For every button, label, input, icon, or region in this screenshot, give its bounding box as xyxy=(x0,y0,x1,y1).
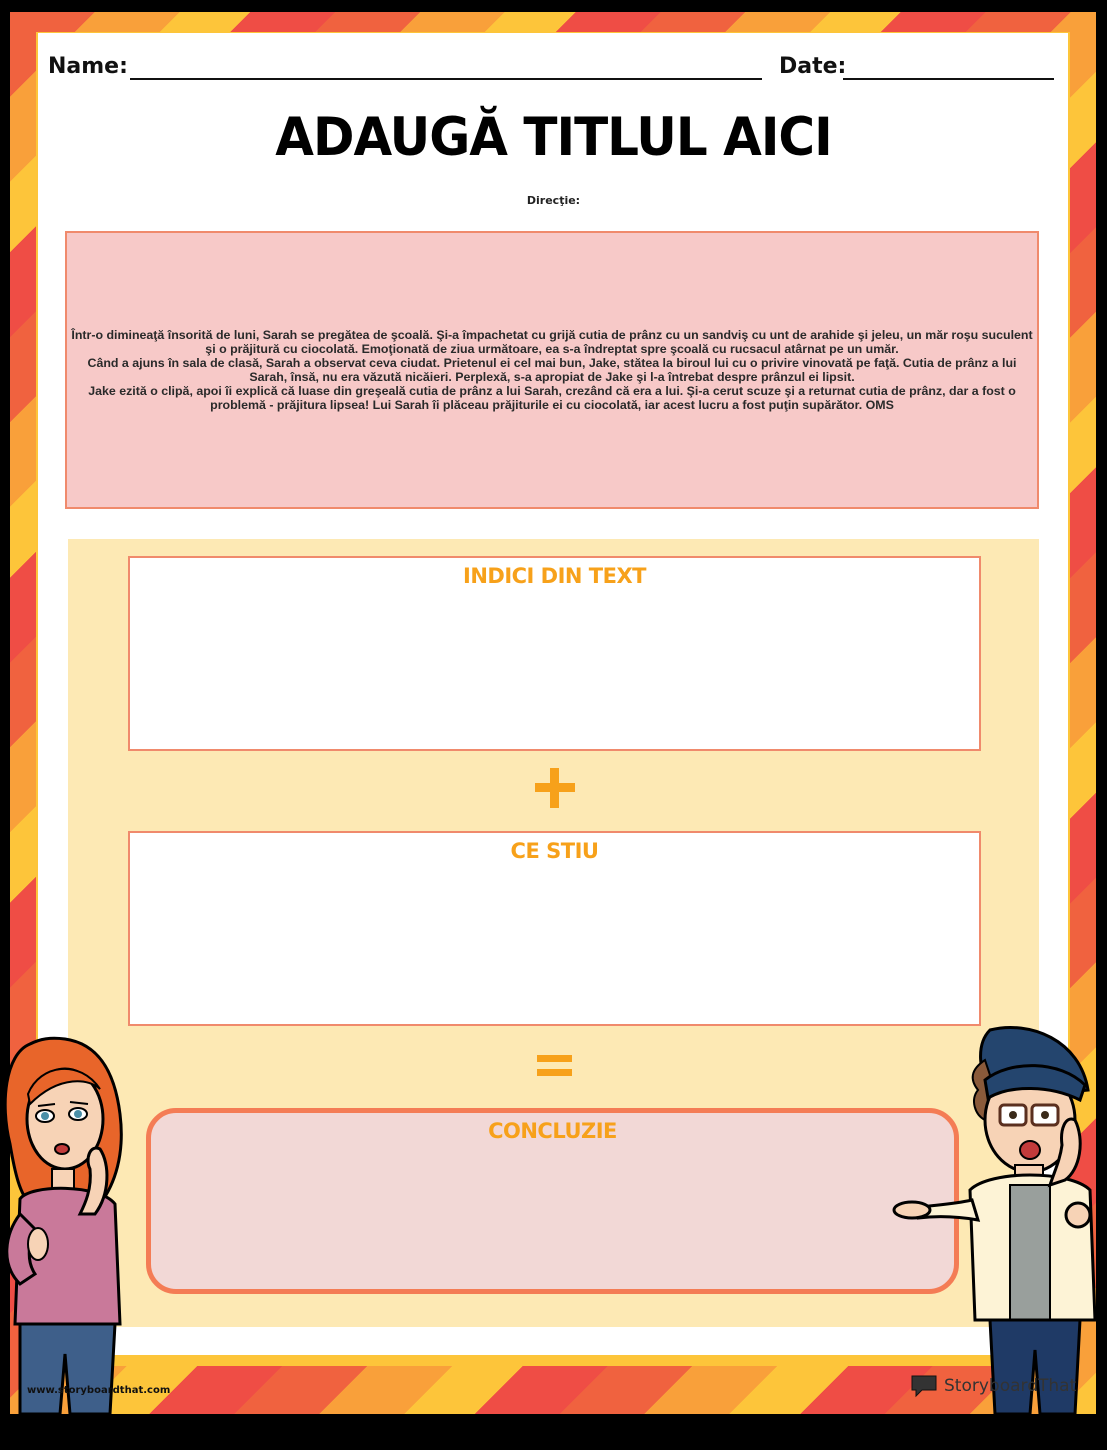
story-paragraph: Într-o dimineaţă însorită de luni, Sarah se pregătea de şcoală. Şi-a împachetat cu grijă cutia de prânz cu un sandviş cu unt de arahide şi jeleu, un măr roşu suculent şi o prăjitură cu ciocolată. Emoţionată de ziua următoare, ea s-a îndreptat spre şcoală cu rucsacul atârnat pe un umăr. xyxy=(71,328,1033,356)
page-title[interactable]: ADAUGĂ TITLUL AICI xyxy=(275,106,832,168)
direction-label[interactable]: Direcţie: xyxy=(526,194,581,207)
date-label: Date: xyxy=(779,54,847,79)
clues-title: INDICI DIN TEXT xyxy=(463,564,646,588)
brand-text: StoryboardThat xyxy=(944,1376,1077,1396)
story-paragraph: Jake ezită o clipă, apoi îi explică că luase din greşeală cutia de prânz a lui Sarah, crezând că era a lui. Şi-a cerut scuze şi a returnat cutia de prânz, dar a fost o problemă - prăjitura lipsea! Lui Sarah îi plăceau prăjiturile ei cu ciocolată, iar acest lucru a fost puţin supărător. OMS xyxy=(88,384,1016,412)
name-field[interactable] xyxy=(130,78,762,80)
plus-icon xyxy=(535,768,575,808)
conclusion-title: CONCLUZIE xyxy=(488,1119,617,1143)
know-box[interactable] xyxy=(128,831,981,1026)
date-field[interactable] xyxy=(843,78,1054,80)
boy-character-icon xyxy=(890,1020,1107,1414)
girl-character-icon xyxy=(0,1034,135,1414)
equals-icon xyxy=(537,1055,572,1077)
story-paragraph: Când a ajuns în sala de clasă, Sarah a observat ceva ciudat. Prietenul ei cel mai bun, Jake, stătea la biroul lui cu o privire vinovată pe faţă. Cutia de prânz a lui Sarah, însă, nu era văzută nicăieri. Perplexă, s-a apropiat de Jake şi l-a întrebat despre prânzul ei lipsit. xyxy=(87,356,1017,384)
story-box[interactable] xyxy=(65,231,1039,509)
story-text xyxy=(69,328,1035,412)
clues-box[interactable] xyxy=(128,556,981,751)
speech-bubble-icon xyxy=(910,1374,940,1398)
conclusion-box[interactable] xyxy=(146,1108,959,1294)
brand-logo[interactable] xyxy=(910,1373,1076,1399)
know-title: CE STIU xyxy=(510,839,599,863)
name-label: Name: xyxy=(48,54,128,79)
footer-url[interactable]: www.storyboardthat.com xyxy=(27,1385,171,1396)
